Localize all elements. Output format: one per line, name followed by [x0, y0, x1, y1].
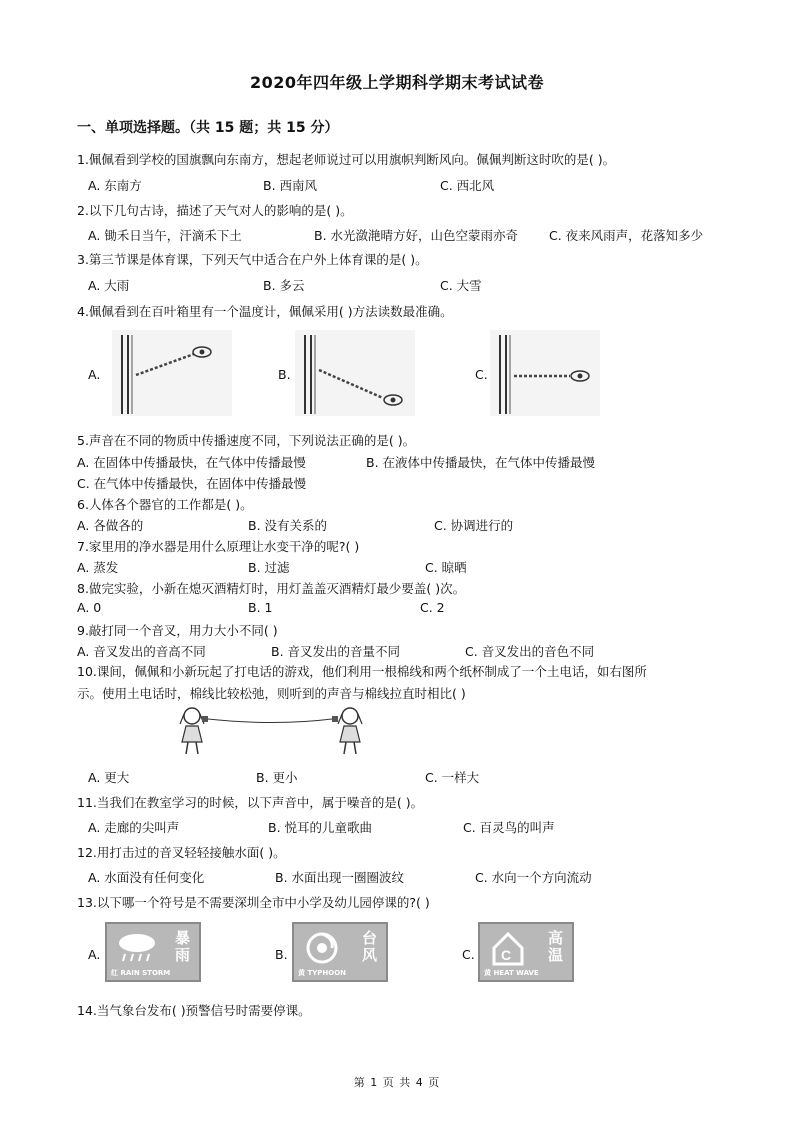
page-title: 2020年四年级上学期科学期末考试试卷: [249, 73, 545, 92]
question-8: 8.做完实验，小新在熄灭酒精灯时，用灯盖盖灭酒精灯最少要盖( )次。: [77, 581, 466, 596]
q11-option-b: B. 悦耳的儿童歌曲: [268, 820, 373, 835]
q9-option-c: C. 音叉发出的音色不同: [465, 644, 595, 659]
question-4: 4.佩佩看到在百叶箱里有一个温度计，佩佩采用( )方法读数最准确。: [77, 304, 453, 319]
question-6: 6.人体各个器官的工作都是( )。: [77, 497, 253, 512]
q2-option-c: C. 夜来风雨声，花落知多少: [549, 228, 704, 243]
q8-option-a: A. 0: [77, 600, 102, 615]
q12-option-b: B. 水面出现一圈圈波纹: [275, 870, 405, 885]
rain-cloud-icon: [115, 932, 159, 962]
q13-option-b: B.: [275, 947, 288, 962]
q8-option-c: C. 2: [420, 600, 445, 615]
question-9: 9.敲打同一个音叉，用力大小不同( ): [77, 623, 278, 638]
rainstorm-sign-en: 红 RAIN STORM: [111, 969, 171, 977]
string-telephone-figure: [170, 704, 380, 756]
page-footer: 第 1 页 共 4 页: [353, 1076, 441, 1089]
q2-option-a: A. 锄禾日当午，汗滴禾下土: [88, 228, 242, 243]
q10-option-b: B. 更小: [256, 770, 298, 785]
heatwave-warning-sign: [478, 922, 574, 982]
q8-option-b: B. 1: [248, 600, 273, 615]
q5-option-a: A. 在固体中传播最快，在气体中传播最慢: [77, 455, 306, 470]
q1-option-a: A. 东南方: [88, 178, 142, 193]
question-10-line1: 10.课间，佩佩和小新玩起了打电话的游戏，他们利用一根棉线和两个纸杯制成了一个土电话，如右图所: [77, 664, 647, 679]
thermometer-house-icon: [490, 930, 526, 966]
typhoon-icon: [304, 930, 340, 966]
q4-option-a: A.: [88, 367, 101, 382]
section-heading: 一、单项选择题。（共 15 题；共 15 分）: [77, 120, 339, 136]
heatwave-sign-en: 黄 HEAT WAVE: [484, 969, 539, 977]
q1-option-b: B. 西南风: [263, 178, 318, 193]
q11-option-a: A. 走廊的尖叫声: [88, 820, 180, 835]
q7-option-a: A. 蒸发: [77, 560, 119, 575]
question-3: 3.第三节课是体育课，下列天气中适合在户外上体育课的是( )。: [77, 252, 428, 267]
q6-option-b: B. 没有关系的: [248, 518, 328, 533]
q7-option-c: C. 晾晒: [425, 560, 467, 575]
svg-text:C: C: [501, 947, 512, 963]
typhoon-sign-en: 黄 TYPHOON: [298, 969, 347, 977]
q7-option-b: B. 过滤: [248, 560, 290, 575]
rainstorm-sign-cn: 暴雨: [175, 929, 191, 964]
heatwave-sign-cn: 高温: [548, 929, 564, 964]
q13-option-c: C.: [462, 947, 475, 962]
question-11: 11.当我们在教室学习的时候，以下声音中，属于噪音的是( )。: [77, 795, 424, 810]
q2-option-b: B. 水光潋滟晴方好，山色空蒙雨亦奇: [314, 228, 519, 243]
typhoon-warning-sign: [292, 922, 388, 982]
q11-option-c: C. 百灵鸟的叫声: [463, 820, 555, 835]
q1-option-c: C. 西北风: [440, 178, 495, 193]
thermometer-figure-b: [295, 330, 415, 416]
thermometer-figure-c: [490, 330, 600, 416]
question-10-line2: 示。使用土电话时，棉线比较松弛，则听到的声音与棉线拉直时相比( ): [77, 686, 466, 701]
rainstorm-warning-sign: [105, 922, 201, 982]
q3-option-b: B. 多云: [263, 278, 305, 293]
question-14: 14.当气象台发布( )预警信号时需要停课。: [77, 1003, 311, 1018]
question-5: 5.声音在不同的物质中传播速度不同，下列说法正确的是( )。: [77, 433, 416, 448]
q12-option-a: A. 水面没有任何变化: [88, 870, 205, 885]
q10-option-a: A. 更大: [88, 770, 130, 785]
q5-option-b: B. 在液体中传播最快，在气体中传播最慢: [366, 455, 596, 470]
question-12: 12.用打击过的音叉轻轻接触水面( )。: [77, 845, 286, 860]
q4-option-b: B.: [278, 367, 291, 382]
q12-option-c: C. 水向一个方向流动: [475, 870, 592, 885]
q10-option-c: C. 一样大: [425, 770, 480, 785]
q5-option-c: C. 在气体中传播最快，在固体中传播最慢: [77, 476, 307, 491]
q9-option-b: B. 音叉发出的音量不同: [271, 644, 401, 659]
q9-option-a: A. 音叉发出的音高不同: [77, 644, 206, 659]
q6-option-c: C. 协调进行的: [434, 518, 514, 533]
question-13: 13.以下哪一个符号是不需要深圳全市中小学及幼儿园停课的?( ): [77, 895, 430, 910]
q3-option-c: C. 大雪: [440, 278, 482, 293]
q6-option-a: A. 各做各的: [77, 518, 144, 533]
q4-option-c: C.: [475, 367, 488, 382]
question-2: 2.以下几句古诗，描述了天气对人的影响的是( )。: [77, 203, 353, 218]
question-7: 7.家里用的净水器是用什么原理让水变干净的呢?( ): [77, 539, 360, 554]
q13-option-a: A.: [88, 947, 101, 962]
q3-option-a: A. 大雨: [88, 278, 130, 293]
thermometer-figure-a: [112, 330, 232, 416]
typhoon-sign-cn: 台风: [362, 929, 378, 964]
question-1: 1.佩佩看到学校的国旗飘向东南方，想起老师说过可以用旗帜判断风向。佩佩判断这时吹的是( )。: [77, 152, 616, 167]
